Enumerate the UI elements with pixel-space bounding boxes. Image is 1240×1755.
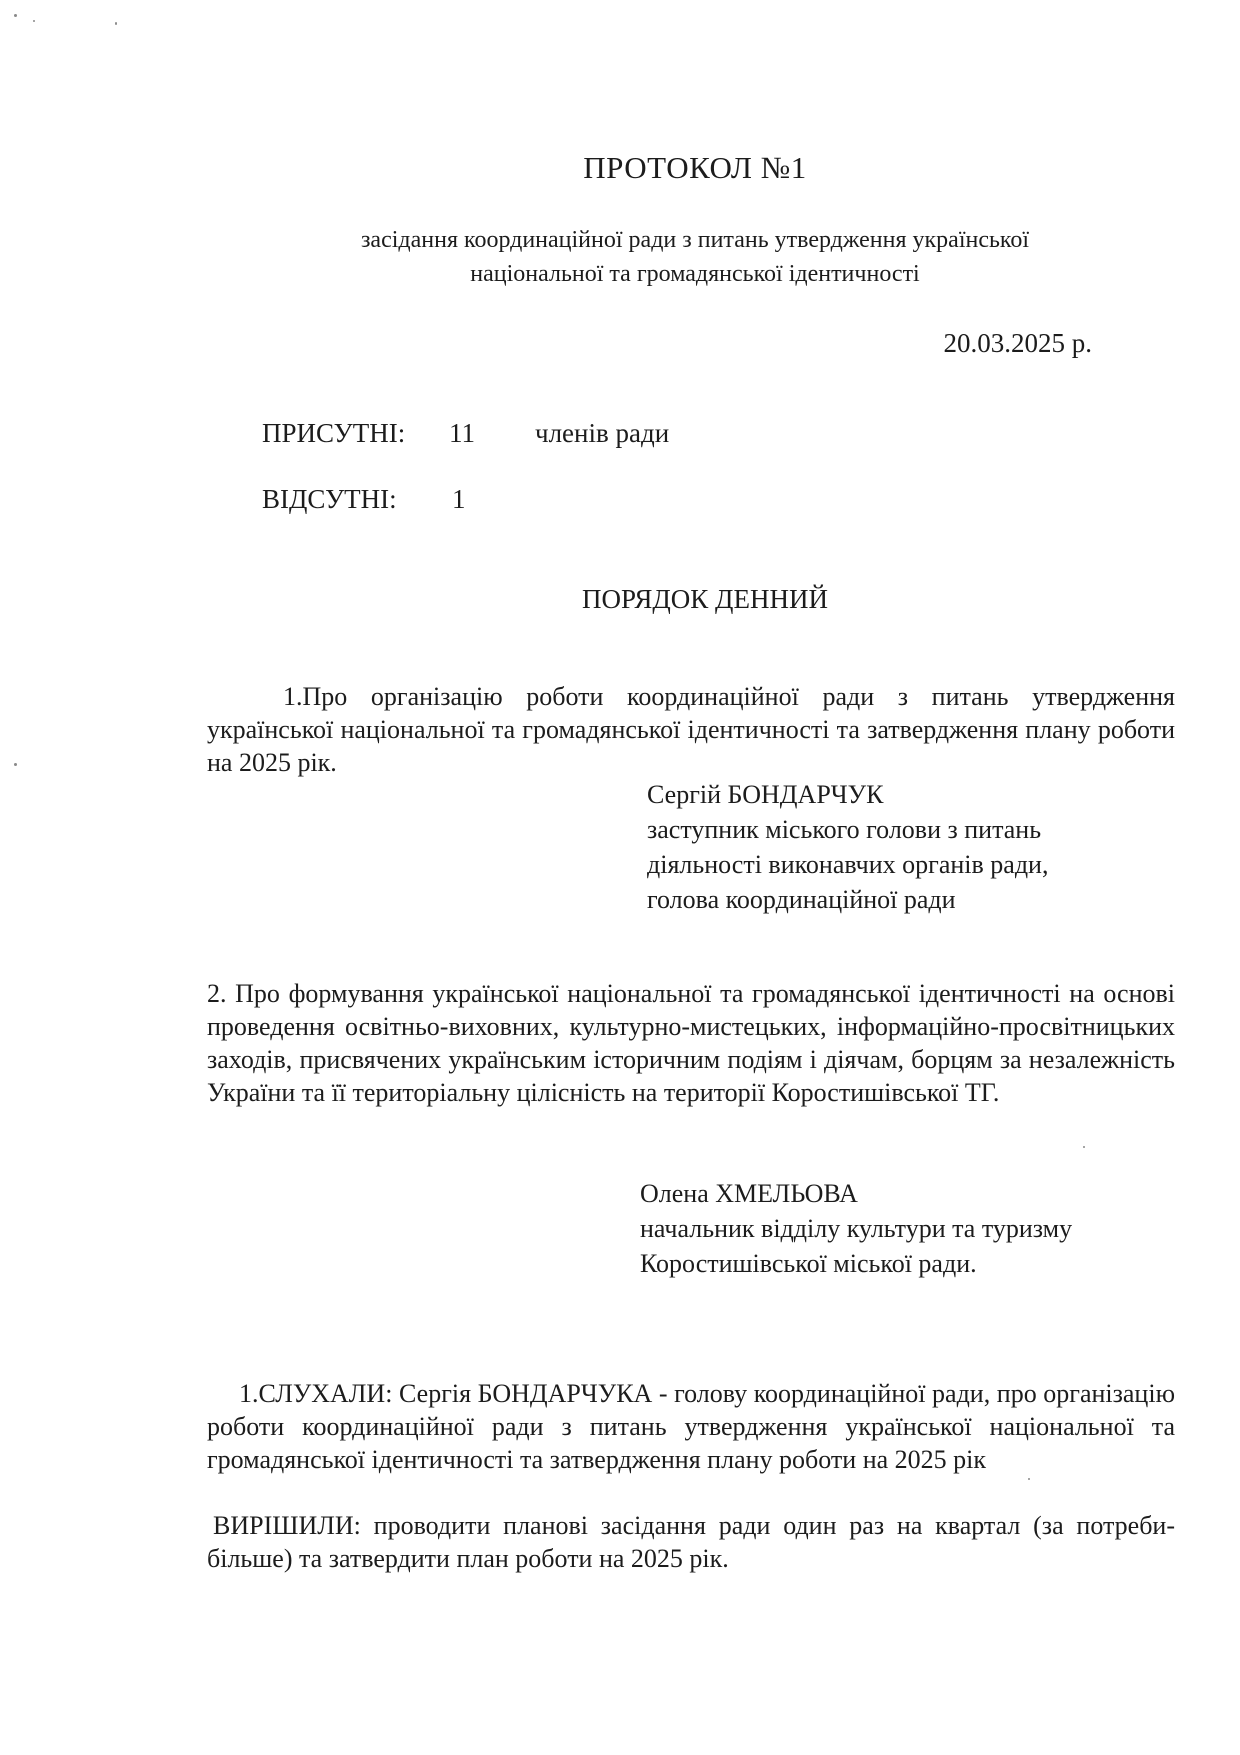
- scan-speck: [1083, 1146, 1085, 1148]
- decided-section: [207, 1509, 1175, 1575]
- agenda-item-text: 2. Про формування української національної та громадянської ідентичності на основі проведення освітньо-виховних, культурно-мистецьких, інформаційно-просвітницьких заходів, присвячених українським історичним подіям і діячам, борцям за незалежність України та її територіальну цілісність на території Коростишівської ТГ.: [207, 979, 1175, 1107]
- absent-label: ВІДСУТНІ:: [262, 484, 397, 514]
- agenda-item-1: [207, 680, 1175, 779]
- heard-section: [207, 1377, 1175, 1476]
- speaker-role: начальник відділу культури та туризму: [640, 1214, 1073, 1243]
- speaker-name: Сергій БОНДАРЧУК: [647, 780, 884, 809]
- document-subtitle-line2: національної та громадянської ідентичності: [470, 261, 920, 287]
- scan-speck: [33, 20, 35, 22]
- meeting-date: 20.03.2025 р.: [943, 328, 1092, 358]
- scan-speck: [14, 14, 17, 17]
- present-label: ПРИСУТНІ:: [262, 418, 406, 448]
- speaker-name: Олена ХМЕЛЬОВА: [640, 1179, 858, 1208]
- heard-text: 1.СЛУХАЛИ: Сергія БОНДАРЧУКА - голову координаційної ради, про організацію роботи координаційної ради з питань утвердження української національної та громадянської ідентичності та затвердження плану роботи на 2025 рік: [207, 1379, 1175, 1474]
- speaker-role: Коростишівської міської ради.: [640, 1249, 977, 1278]
- document-subtitle-line1: засідання координаційної ради з питань утвердження української: [360, 227, 1030, 253]
- scan-speck: [14, 763, 17, 766]
- agenda-heading: ПОРЯДОК ДЕННИЙ: [582, 584, 828, 614]
- scan-speck: [115, 22, 117, 25]
- agenda-item-text: 1.Про організацію роботи координаційної ради з питань утвердження української національної та громадянської ідентичності та затвердження плану роботи на 2025 рік.: [207, 682, 1175, 777]
- decided-text: ВИРІШИЛИ: проводити планові засідання ради один раз на квартал (за потреби-більше) та затвердити план роботи на 2025 рік.: [207, 1511, 1175, 1573]
- speaker-role: діяльності виконавчих органів ради,: [647, 850, 1049, 879]
- agenda-item-2: [207, 977, 1175, 1109]
- scan-speck: [1028, 1478, 1030, 1480]
- present-count: 11: [449, 418, 475, 448]
- document-title: ПРОТОКОЛ №1: [583, 150, 807, 185]
- agenda-item-1-speaker: [647, 777, 1048, 917]
- speaker-role: голова координаційної ради: [647, 885, 956, 914]
- speaker-role: заступник міського голови з питань: [647, 815, 1042, 844]
- absent-count: 1: [452, 484, 466, 514]
- present-unit: членів ради: [535, 418, 670, 448]
- agenda-item-2-speaker: [640, 1176, 1072, 1281]
